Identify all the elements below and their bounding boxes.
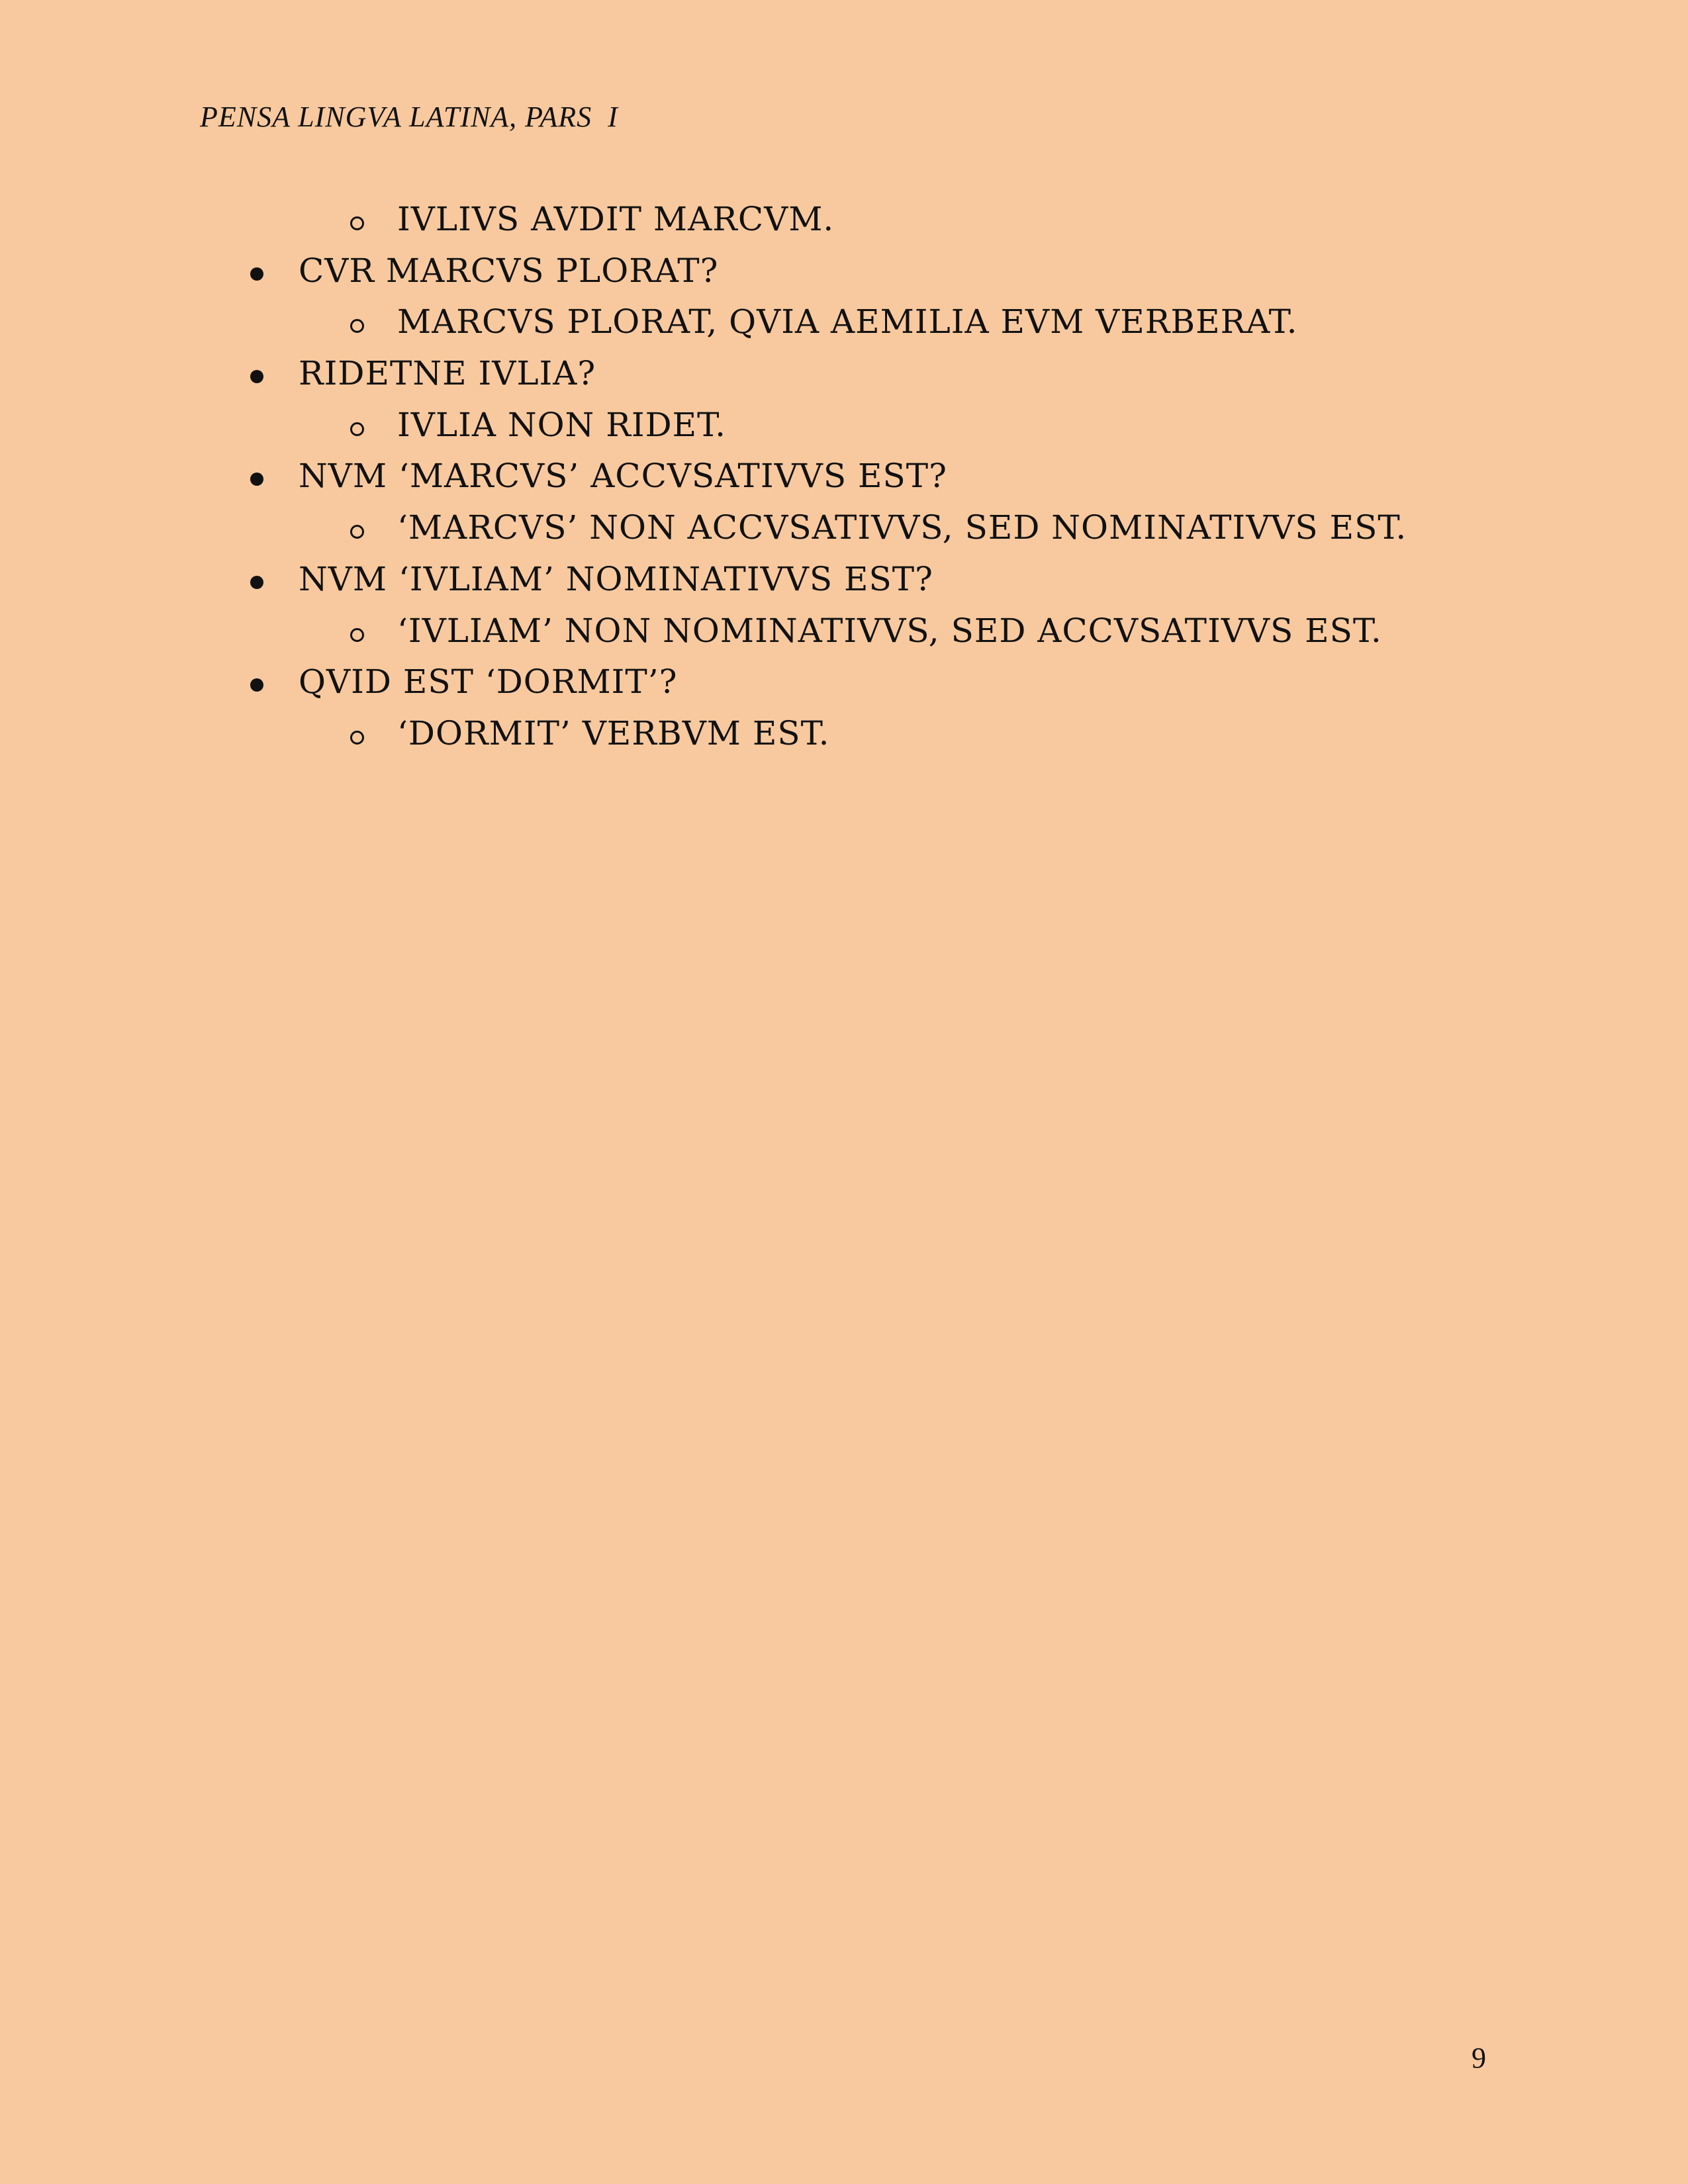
solid-bullet-icon [250, 267, 263, 281]
hollow-bullet-icon [350, 731, 364, 745]
question-text: CVR MARCVS PLORAT? [299, 251, 719, 290]
solid-bullet-icon [250, 576, 263, 589]
page-number: 9 [1472, 2042, 1486, 2074]
hollow-bullet-icon [350, 319, 364, 333]
hollow-bullet-icon [350, 628, 364, 642]
hollow-bullet-icon [350, 216, 364, 230]
solid-bullet-icon [250, 370, 263, 383]
answer-text: IVLIVS AVDIT MARCVM. [397, 200, 835, 238]
answer-text: IVLIA NON RIDET. [397, 405, 727, 444]
hollow-bullet-icon [350, 525, 364, 539]
answer-text: ‘DORMIT’ VERBVM EST. [397, 713, 830, 752]
question-text: NVM ‘IVLIAM’ NOMINATIVVS EST? [299, 559, 933, 598]
hollow-bullet-icon [350, 422, 364, 436]
answer-text: ‘IVLIAM’ NON NOMINATIVVS, SED ACCVSATIVVS EST. [397, 611, 1382, 650]
solid-bullet-icon [250, 678, 263, 692]
running-header: PENSA LINGVA LATINA, PARS I [200, 101, 618, 133]
answer-text: ‘MARCVS’ NON ACCVSATIVVS, SED NOMINATIVVS EST. [397, 508, 1407, 547]
answer-text: MARCVS PLORAT, QVIA AEMILIA EVM VERBERAT. [397, 302, 1298, 341]
question-text: QVID EST ‘DORMIT’? [299, 662, 678, 702]
question-text: NVM ‘MARCVS’ ACCVSATIVVS EST? [299, 457, 947, 496]
solid-bullet-icon [250, 473, 263, 486]
question-text: RIDETNE IVLIA? [299, 354, 596, 393]
